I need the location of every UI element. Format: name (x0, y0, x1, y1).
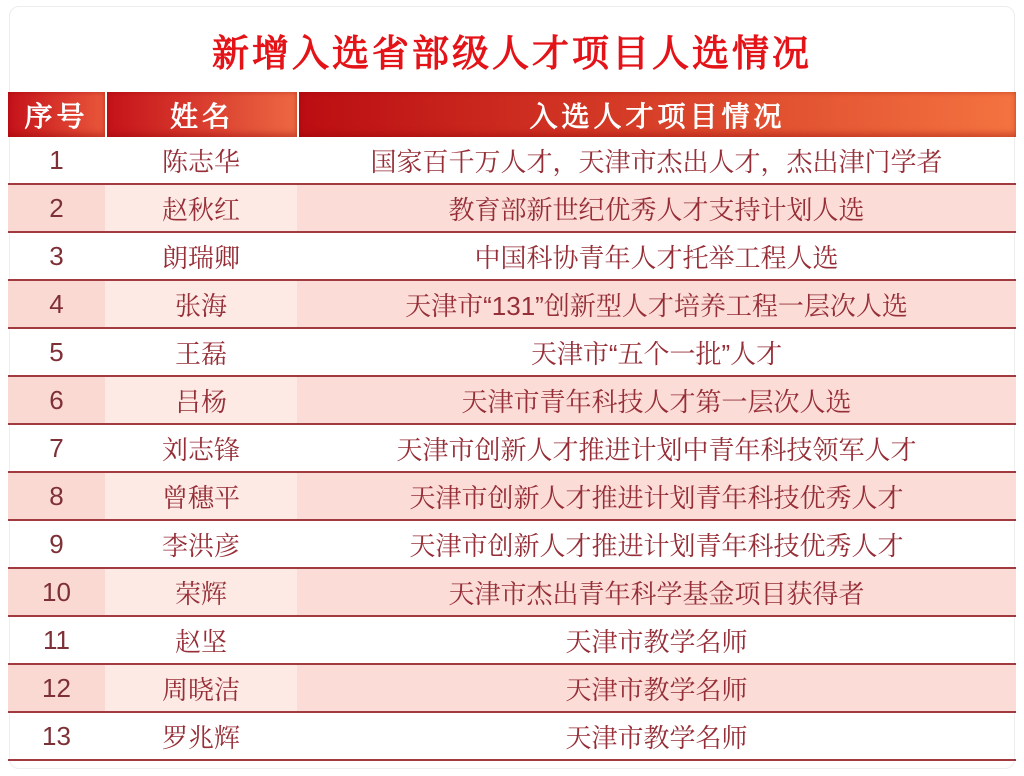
cell-project: 教育部新世纪优秀人才支持计划人选 (297, 185, 1016, 231)
table-row (8, 521, 1016, 569)
column-header-project: 入选人才项目情况 (299, 92, 1016, 137)
column-header-no: 序号 (8, 92, 105, 137)
cell-project: 天津市创新人才推进计划青年科技优秀人才 (297, 473, 1016, 519)
cell-no: 7 (49, 432, 64, 463)
cell-name: 赵秋红 (105, 185, 297, 231)
cell-no: 8 (8, 473, 105, 519)
cell-project: 天津市“131”创新型人才培养工程一层次人选 (297, 281, 1016, 327)
table-row (8, 281, 1016, 329)
table-row (8, 377, 1016, 425)
cell-name: 赵坚 (174, 626, 227, 657)
cell-no: 3 (49, 240, 64, 271)
table-row (8, 617, 1016, 665)
cell-project: 天津市教学名师 (565, 722, 748, 753)
cell-name: 陈志华 (161, 146, 240, 177)
cell-no: 13 (42, 720, 71, 751)
table-row (8, 665, 1016, 713)
table-row (8, 425, 1016, 473)
talent-table (8, 92, 1016, 761)
cell-no: 6 (8, 377, 105, 423)
cell-no: 4 (8, 281, 105, 327)
cell-project: 天津市杰出青年科学基金项目获得者 (297, 569, 1016, 615)
cell-no: 11 (43, 624, 70, 655)
cell-name: 曾穗平 (105, 473, 297, 519)
cell-project: 中国科协青年人才托举工程人选 (474, 242, 839, 273)
table-row (8, 233, 1016, 281)
cell-no: 10 (8, 569, 105, 615)
cell-no: 1 (49, 144, 64, 175)
cell-project: 国家百千万人才，天津市杰出人才，杰出津门学者 (370, 146, 943, 177)
cell-project: 天津市创新人才推进计划中青年科技领军人才 (396, 434, 917, 465)
cell-project: 天津市“五个一批”人才 (530, 338, 783, 369)
table-row (8, 329, 1016, 377)
table-row (8, 473, 1016, 521)
cell-name: 张海 (105, 281, 297, 327)
table-row (8, 569, 1016, 617)
cell-name: 朗瑞卿 (161, 242, 240, 273)
cell-name: 荣辉 (105, 569, 297, 615)
column-header-name: 姓名 (107, 92, 297, 137)
cell-no: 5 (49, 336, 64, 367)
cell-no: 9 (49, 528, 64, 559)
cell-project: 天津市青年科技人才第一层次人选 (297, 377, 1016, 423)
cell-name: 罗兆辉 (161, 722, 240, 753)
cell-project: 天津市创新人才推进计划青年科技优秀人才 (409, 530, 904, 561)
table-row (8, 137, 1016, 185)
cell-name: 吕杨 (105, 377, 297, 423)
table-row (8, 185, 1016, 233)
cell-project: 天津市教学名师 (565, 626, 748, 657)
cell-name: 周晓洁 (105, 665, 297, 711)
cell-name: 王磊 (174, 338, 227, 369)
table-body (8, 137, 1016, 761)
cell-name: 李洪彦 (161, 530, 240, 561)
cell-project: 天津市教学名师 (297, 665, 1016, 711)
page-title: 新增入选省部级人才项目人选情况 (212, 33, 812, 74)
talent-table-page (8, 8, 1016, 761)
cell-no: 12 (8, 665, 105, 711)
table-header-row (8, 92, 1016, 137)
cell-name: 刘志锋 (161, 434, 240, 465)
cell-no: 2 (8, 185, 105, 231)
title-bar (8, 8, 1016, 92)
table-row (8, 713, 1016, 761)
